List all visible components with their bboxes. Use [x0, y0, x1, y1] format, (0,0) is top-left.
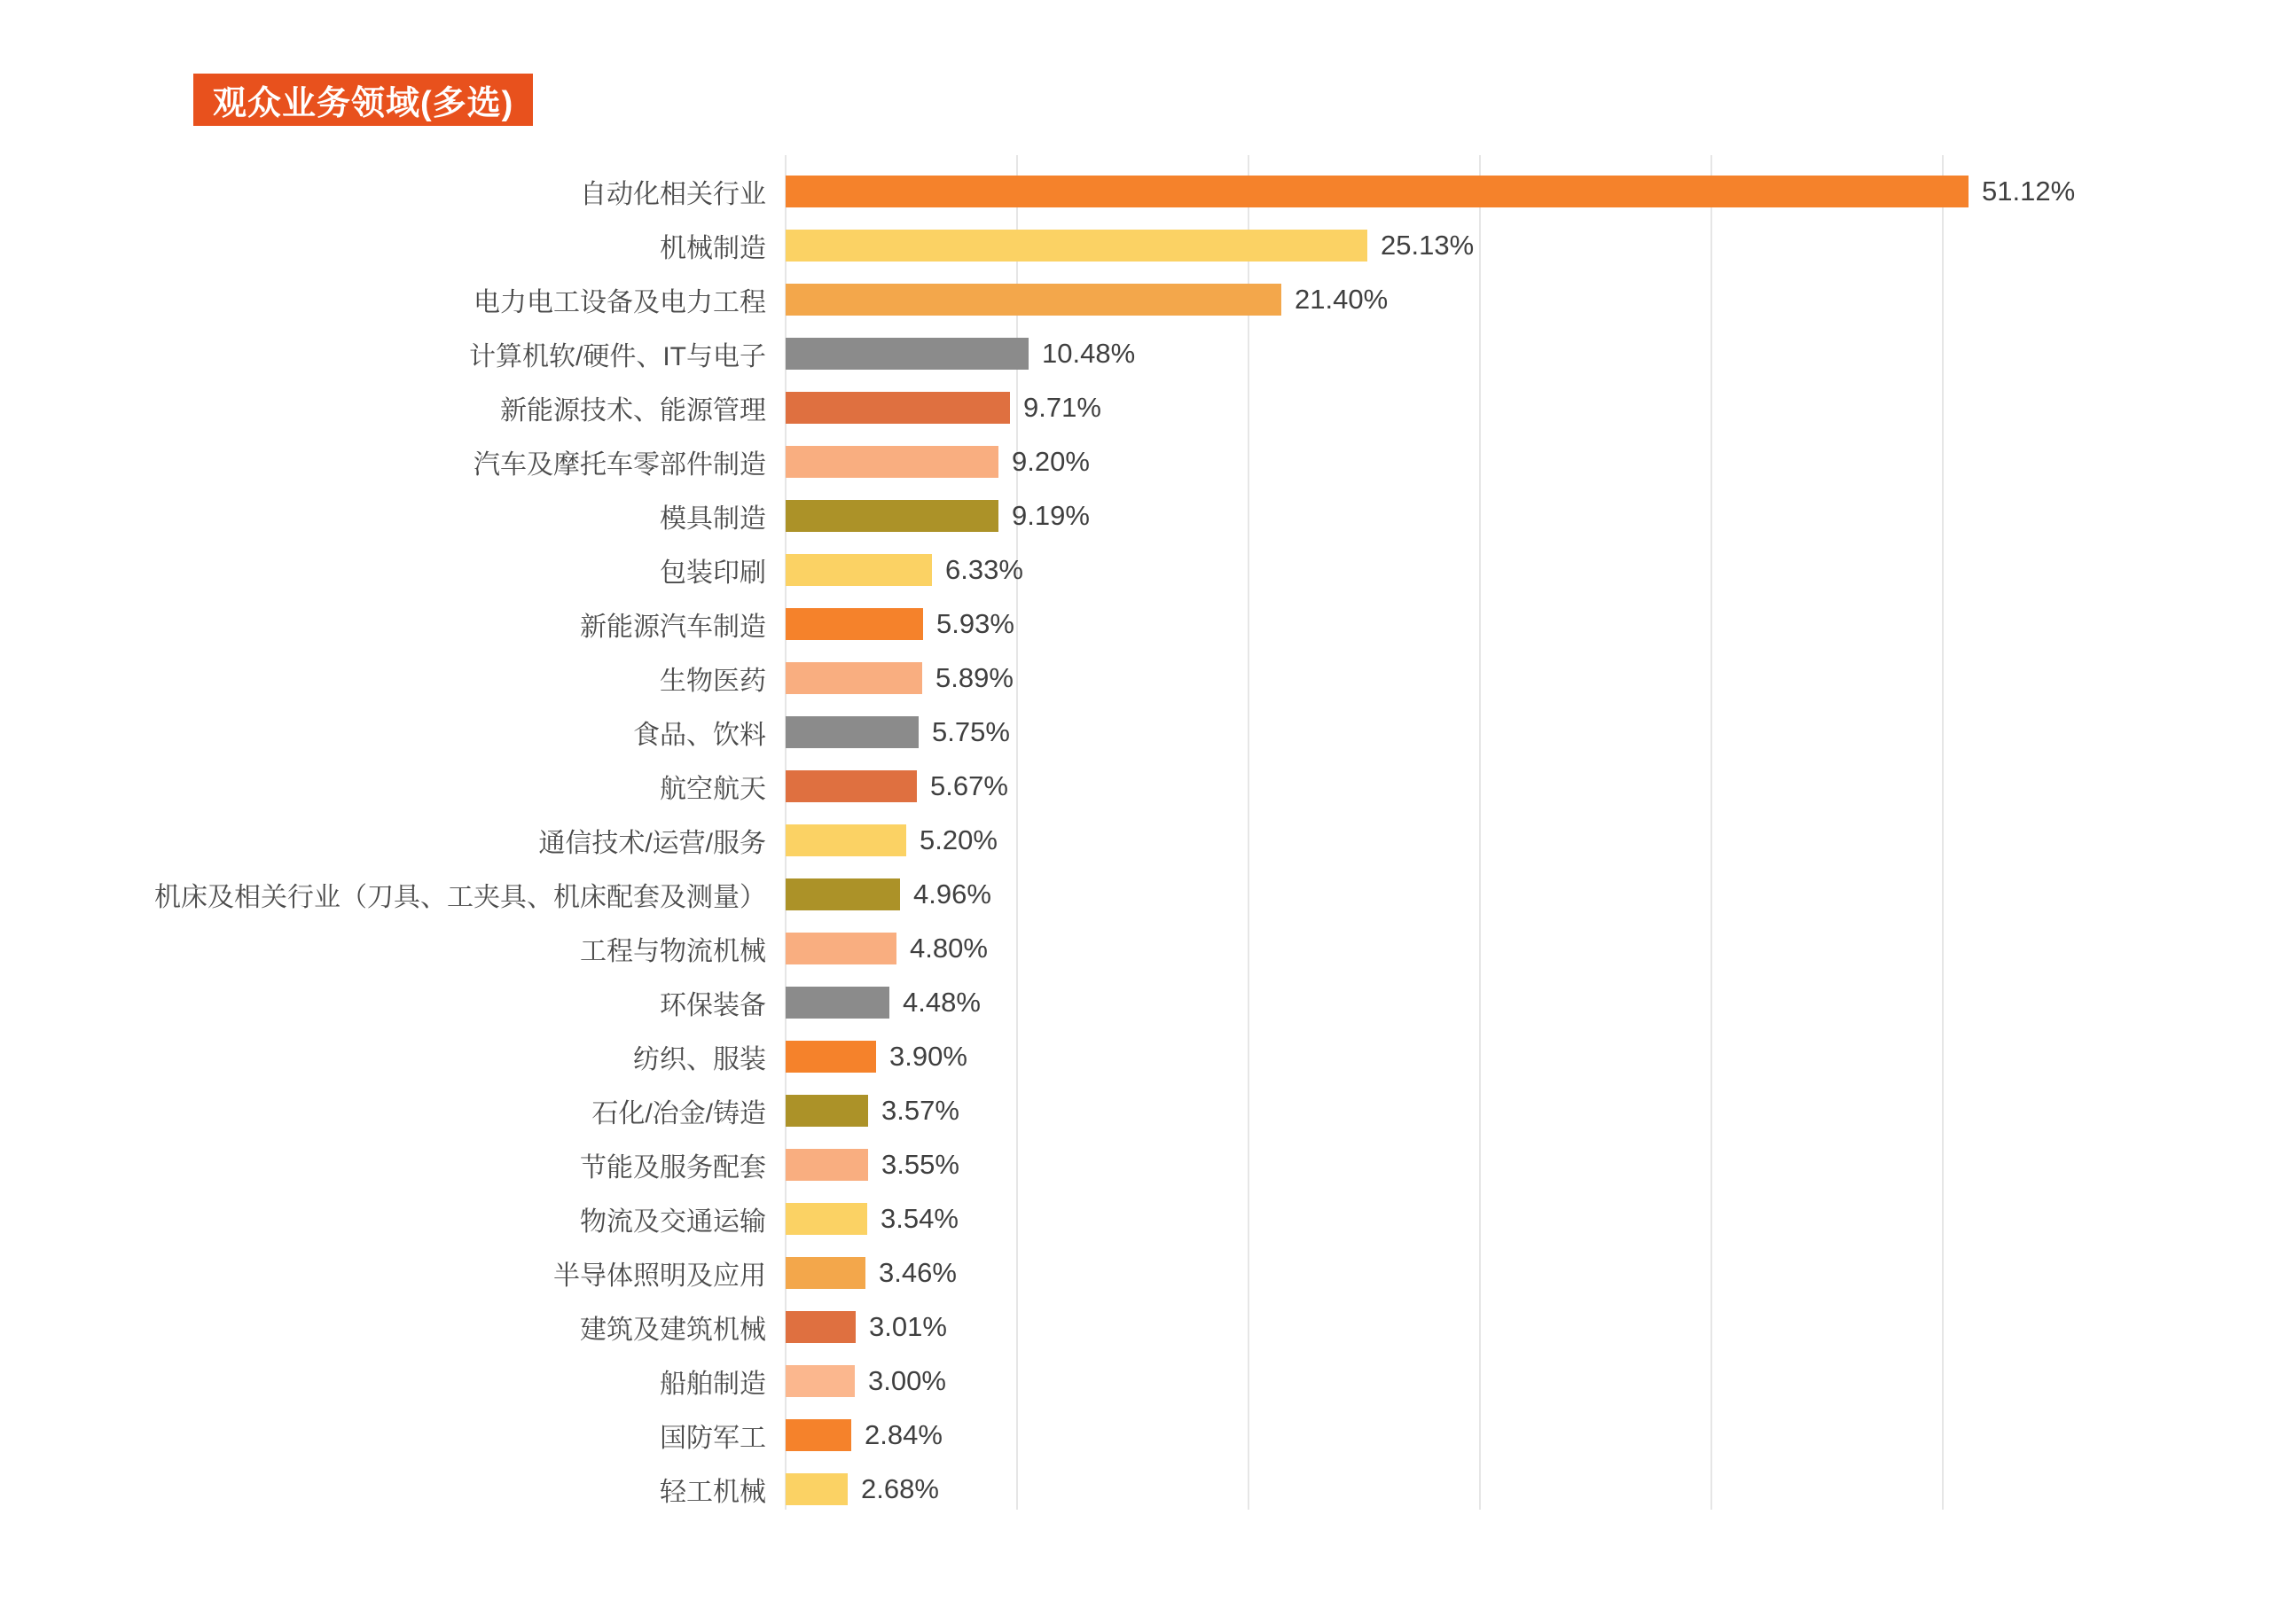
bar-zone: [786, 1029, 2270, 1083]
category-label: 机械制造: [660, 233, 766, 263]
value-label: 5.93%: [936, 607, 1014, 639]
value-label: 21.40%: [1295, 283, 1389, 315]
bar: [786, 933, 896, 964]
value-label: 5.75%: [932, 715, 1010, 747]
chart-row: [0, 543, 2270, 597]
category-label: 环保装备: [660, 990, 766, 1020]
category-label: 通信技术/运营/服务: [538, 828, 766, 858]
value-label: 3.57%: [881, 1094, 959, 1126]
chart-row: [0, 921, 2270, 975]
bar-zone: [786, 813, 2270, 867]
chart-title: 观众业务领域(多选): [213, 85, 514, 122]
value-label: 9.19%: [1012, 499, 1090, 531]
bar: [786, 987, 889, 1019]
chart-row: [0, 272, 2270, 326]
bar-zone: [786, 1083, 2270, 1137]
chart-row: [0, 434, 2270, 488]
value-label: 6.33%: [945, 553, 1023, 585]
bar-zone: [786, 1462, 2270, 1516]
value-label: 4.80%: [910, 932, 988, 964]
category-label: 汽车及摩托车零部件制造: [474, 449, 766, 480]
chart-row: [0, 597, 2270, 651]
category-label: 纺织、服装: [633, 1044, 766, 1074]
bar: [786, 230, 1367, 262]
bar-zone: [786, 597, 2270, 651]
value-label: 51.12%: [1982, 175, 2076, 207]
value-label: 5.89%: [935, 661, 1014, 693]
bar: [786, 1473, 848, 1505]
category-label: 节能及服务配套: [580, 1152, 766, 1183]
category-label: 食品、饮料: [633, 720, 766, 750]
category-label: 工程与物流机械: [580, 936, 766, 966]
category-label: 半导体照明及应用: [553, 1261, 766, 1291]
chart-row: [0, 867, 2270, 921]
value-label: 9.71%: [1023, 391, 1101, 423]
value-label: 2.68%: [861, 1472, 939, 1504]
chart-row: [0, 1245, 2270, 1300]
chart-row: [0, 1300, 2270, 1354]
bar-zone: [786, 1191, 2270, 1245]
bar-zone: [786, 867, 2270, 921]
bar-zone: [786, 326, 2270, 380]
bar-zone: [786, 272, 2270, 326]
bar: [786, 284, 1281, 316]
bar-zone: [786, 759, 2270, 813]
bar: [786, 1311, 856, 1343]
bar: [786, 1365, 855, 1397]
chart-row: [0, 1137, 2270, 1191]
value-label: 3.46%: [879, 1256, 957, 1288]
value-label: 25.13%: [1381, 229, 1475, 261]
chart-row: [0, 380, 2270, 434]
category-label: 国防军工: [660, 1423, 766, 1453]
chart-row: [0, 1354, 2270, 1408]
bar: [786, 500, 998, 532]
bar: [786, 716, 919, 748]
chart-row: [0, 1408, 2270, 1462]
category-label: 新能源汽车制造: [580, 612, 766, 642]
category-label: 航空航天: [660, 774, 766, 804]
value-label: 5.67%: [930, 769, 1008, 801]
chart-row: [0, 759, 2270, 813]
bar-zone: [786, 164, 2270, 218]
bar-zone: [786, 1300, 2270, 1354]
bar-zone: [786, 705, 2270, 759]
bar: [786, 338, 1029, 370]
bar: [786, 878, 900, 910]
bar: [786, 662, 922, 694]
chart-row: [0, 326, 2270, 380]
bar: [786, 554, 932, 586]
value-label: 4.96%: [913, 878, 991, 910]
category-label: 石化/冶金/铸造: [591, 1098, 766, 1128]
bar: [786, 1095, 868, 1127]
category-label: 计算机软/硬件、IT与电子: [469, 341, 766, 371]
chart-row: [0, 975, 2270, 1029]
chart-row: [0, 1191, 2270, 1245]
bar: [786, 392, 1010, 424]
bar-zone: [786, 488, 2270, 543]
value-label: 10.48%: [1042, 337, 1136, 369]
bar: [786, 608, 923, 640]
category-label: 轻工机械: [660, 1477, 766, 1507]
bar: [786, 1257, 865, 1289]
category-label: 包装印刷: [660, 558, 766, 588]
bar-zone: [786, 543, 2270, 597]
value-label: 3.90%: [889, 1040, 967, 1072]
chart-row: [0, 651, 2270, 705]
chart-title-box: [193, 74, 533, 126]
value-label: 3.00%: [868, 1364, 946, 1396]
category-label: 船舶制造: [660, 1369, 766, 1399]
bar: [786, 176, 1969, 207]
bar: [786, 1203, 867, 1235]
category-label: 模具制造: [660, 504, 766, 534]
value-label: 2.84%: [865, 1418, 943, 1450]
category-label: 建筑及建筑机械: [580, 1315, 766, 1345]
bar-zone: [786, 1137, 2270, 1191]
value-label: 9.20%: [1012, 445, 1090, 477]
category-label: 新能源技术、能源管理: [500, 395, 766, 426]
chart-row: [0, 164, 2270, 218]
value-label: 3.55%: [881, 1148, 959, 1180]
chart-row: [0, 1029, 2270, 1083]
chart-row: [0, 813, 2270, 867]
bar: [786, 446, 998, 478]
chart-row: [0, 218, 2270, 272]
bar-zone: [786, 975, 2270, 1029]
bar: [786, 1149, 868, 1181]
bar: [786, 770, 917, 802]
chart-row: [0, 705, 2270, 759]
bar-zone: [786, 380, 2270, 434]
value-label: 5.20%: [920, 824, 998, 855]
category-label: 生物医药: [660, 666, 766, 696]
category-label: 机床及相关行业（刀具、工夹具、机床配套及测量）: [154, 882, 766, 912]
bar: [786, 824, 906, 856]
bar: [786, 1419, 851, 1451]
value-label: 3.01%: [869, 1310, 947, 1342]
chart-row: [0, 1083, 2270, 1137]
bar-rows: [0, 164, 2270, 1516]
category-label: 自动化相关行业: [580, 179, 766, 209]
category-label: 电力电工设备及电力工程: [474, 287, 766, 317]
bar-zone: [786, 1408, 2270, 1462]
bar-zone: [786, 921, 2270, 975]
category-label: 物流及交通运输: [580, 1206, 766, 1237]
bar-zone: [786, 218, 2270, 272]
bar-zone: [786, 1245, 2270, 1300]
bar-zone: [786, 434, 2270, 488]
chart-row: [0, 1462, 2270, 1516]
bar: [786, 1041, 876, 1073]
value-label: 4.48%: [903, 986, 981, 1018]
bar-zone: [786, 651, 2270, 705]
chart-row: [0, 488, 2270, 543]
value-label: 3.54%: [881, 1202, 959, 1234]
bar-zone: [786, 1354, 2270, 1408]
